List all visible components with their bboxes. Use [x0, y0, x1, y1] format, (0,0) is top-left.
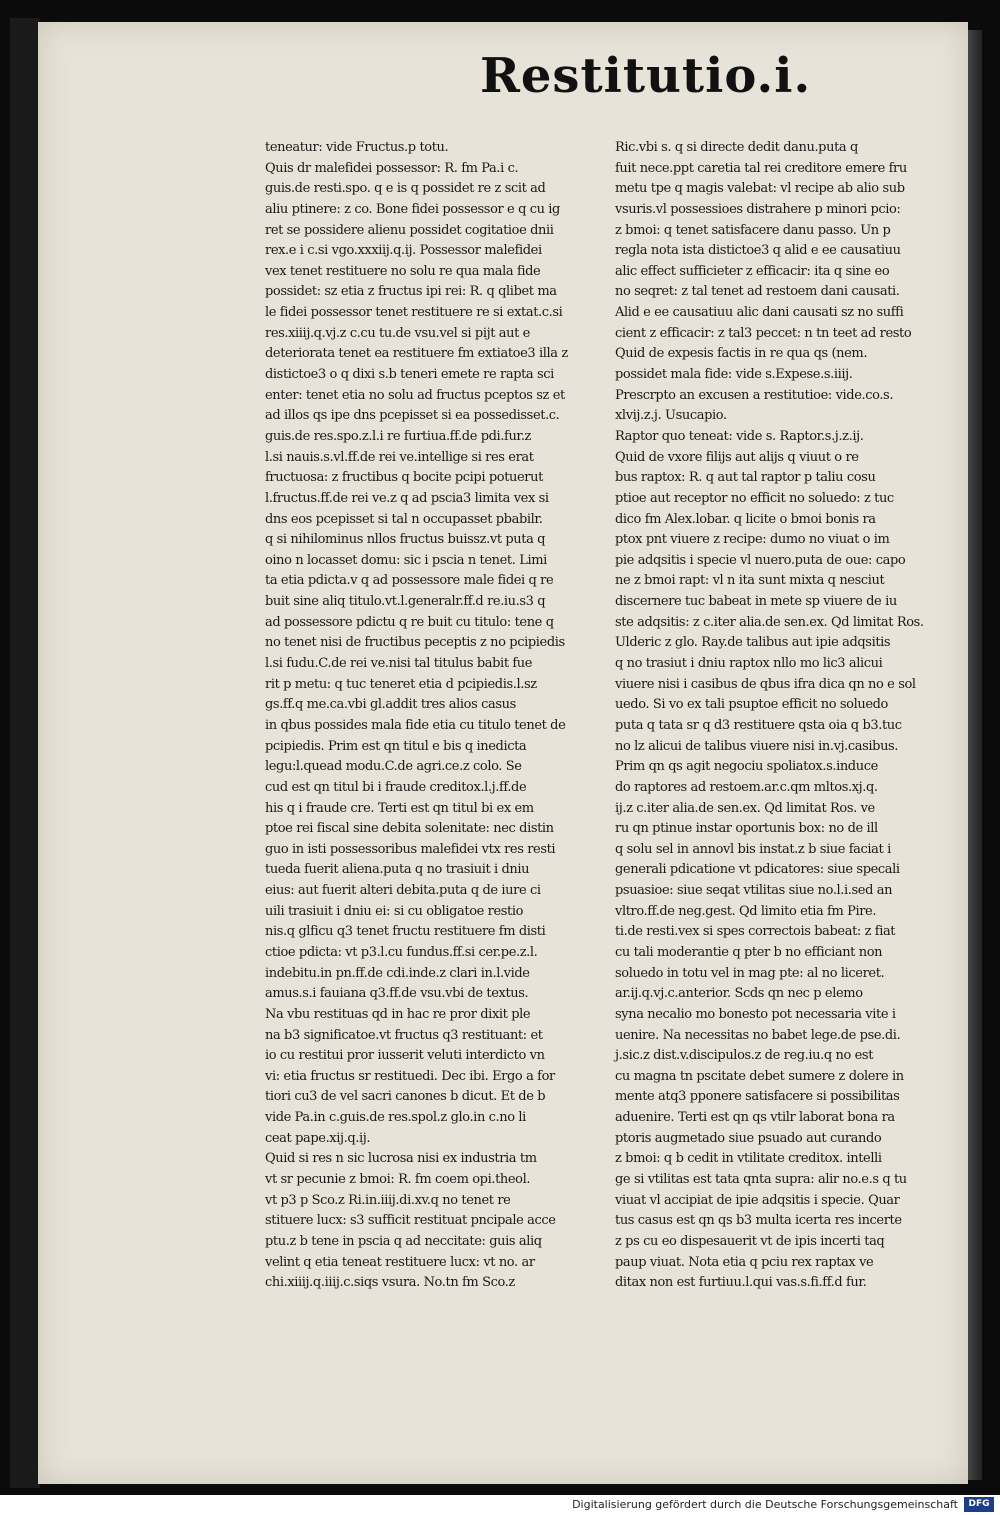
text-line: enter: tenet etia no solu ad fructus pceptos sz et [265, 387, 565, 403]
text-line: j.sic.z dist.v.discipulos.z de reg.iu.q no est [615, 1048, 874, 1064]
text-line: Alid e ee causatiuu alic dani causati sz no suffi [615, 305, 904, 321]
text-line: viuere nisi i casibus de qbus ifra dica qn no e sol [615, 676, 916, 692]
text-line: ptox pnt viuere z recipe: dumo no viuat o im [615, 532, 890, 548]
text-line: distictoe3 o q dixi s.b teneri emete re rapta sci [265, 367, 554, 383]
text-line: in qbus possides mala fide etia cu titulo tenet de [265, 717, 566, 733]
text-line: vt p3 p Sco.z Ri.in.iiij.di.xv.q no tenet re [265, 1192, 511, 1208]
text-line: ptoris augmetado siue psuado aut curando [615, 1130, 882, 1146]
text-line: Quid de vxore filijs aut alijs q viuut o re [615, 449, 859, 465]
text-line: do raptores ad restoem.ar.c.qm mltos.xj.q. [615, 779, 878, 795]
text-line: nis.q glficu q3 tenet fructu restituere fm disti [265, 924, 546, 940]
text-line: ij.z c.iter alia.de sen.ex. Qd limitat Ros. ve [615, 800, 875, 816]
text-line: vex tenet restituere no solu re qua mala fide [265, 263, 541, 279]
text-line: rit p metu: q tuc teneret etia d pcipiedis.l.sz [265, 676, 537, 692]
text-line: ad illos qs ipe dns pcepisset si ea possedisset.c. [265, 408, 560, 424]
text-line: aduenire. Terti est qn qs vtilr laborat bona ra [615, 1110, 895, 1126]
text-line: q no trasiut i dniu raptox nllo mo lic3 alicui [615, 656, 883, 672]
text-line: fructuosa: z fructibus q bocite pcipi potuerut [265, 470, 543, 486]
text-line: generali pdicatione vt pdicatores: siue specali [615, 862, 900, 878]
text-line: pcipiedis. Prim est qn titul e bis q inedicta [265, 738, 527, 754]
text-line: guis.de resti.spo. q e is q possidet re z scit ad [265, 181, 546, 197]
text-line: l.fructus.ff.de rei ve.z q ad pscia3 limita vex si [265, 490, 549, 506]
text-line: paup viuat. Nota etia q pciu rex raptax ve [615, 1254, 874, 1270]
text-line: ctioe pdicta: vt p3.l.cu fundus.ff.si cer.pe.z.l. [265, 944, 538, 960]
text-line: vt sr pecunie z bmoi: R. fm coem opi.theol. [265, 1172, 531, 1188]
text-line: Quid si res n sic lucrosa nisi ex industria tm [265, 1151, 537, 1167]
text-line: le fidei possessor tenet restituere re si extat.c.si [265, 305, 563, 321]
left-text-column [265, 138, 595, 1291]
text-line: cient z efficacir: z tal3 peccet: n tn teet ad resto [615, 325, 912, 341]
text-line: z bmoi: q tenet satisfacere danu passo. Un p [615, 222, 891, 238]
text-line: ditax non est furtiuu.l.qui vas.s.fi.ff.d fur. [615, 1275, 867, 1291]
text-line: discernere tuc babeat in mete sp viuere de iu [615, 594, 897, 610]
text-line: ge si vtilitas est tata qnta supra: alir no.e.s q tu [615, 1172, 907, 1188]
text-line: ta etia pdicta.v q ad possessore male fidei q re [265, 573, 554, 589]
text-line: uili trasiuit i dniu ei: si cu obligatoe restio [265, 903, 524, 919]
text-line: indebitu.in pn.ff.de cdi.inde.z clari in.l.vide [265, 965, 530, 981]
text-line: mente atq3 pponere satisfacere si possibilitas [615, 1089, 900, 1105]
binding-board [10, 18, 40, 1488]
text-line: ru qn ptinue instar oportunis box: no de ill [615, 821, 878, 837]
text-line: legu:l.quead modu.C.de agri.ce.z colo. Se [265, 759, 522, 775]
text-line: l.si fudu.C.de rei ve.nisi tal titulus babit fue [265, 656, 533, 672]
text-line: uenire. Na necessitas no babet lege.de pse.di. [615, 1027, 901, 1043]
text-line: amus.s.i fauiana q3.ff.de vsu.vbi de textus. [265, 986, 529, 1002]
text-line: puta q tata sr q d3 restituere qsta oia q b3.tuc [615, 717, 902, 733]
text-line: ptioe aut receptor no efficit no soluedo: z tuc [615, 490, 894, 506]
text-line: rex.e i c.si vgo.xxxiij.q.ij. Possessor malefidei [265, 243, 542, 259]
text-line: stituere lucx: s3 sufficit restituat pncipale acce [265, 1213, 556, 1229]
text-line: Na vbu restituas qd in hac re pror dixit ple [265, 1006, 531, 1022]
text-line: velint q etia teneat restituere lucx: vt no. ar [265, 1254, 535, 1270]
text-line: fuit nece.ppt caretia tal rei creditore emere fru [615, 160, 907, 176]
running-title: Restitutio.i. [480, 48, 812, 104]
text-line: vsuris.vl possessioes distrahere p minori pcio: [615, 201, 901, 217]
text-line: Quid de expesis factis in re qua qs (nem. [615, 346, 868, 362]
text-line: xlvij.z.j. Usucapio. [615, 408, 727, 424]
text-line: viuat vl accipiat de ipie adqsitis i specie. Quar [615, 1192, 900, 1208]
text-line: ret se possidere alienu possidet cogitatioe dnii [265, 222, 554, 238]
text-line: his q i fraude cre. Terti est qn titul bi ex em [265, 800, 534, 816]
text-line: aliu ptinere: z co. Bone fidei possessor e q cu ig [265, 201, 560, 217]
footer-credit: Digitalisierung gefördert durch die Deutsche Forschungsgemeinschaft [572, 1498, 958, 1511]
text-line: Prim qn qs agit negociu spoliatox.s.induce [615, 759, 878, 775]
text-line: ar.ij.q.vj.c.anterior. Scds qn nec p elemo [615, 986, 863, 1002]
text-line: Prescrpto an excusen a restitutioe: vide.co.s. [615, 387, 894, 403]
text-line: oino n locasset domu: sic i pscia n tenet. Limi [265, 552, 547, 568]
text-line: Ulderic z glo. Ray.de talibus aut ipie adqsitis [615, 635, 891, 651]
text-line: tueda fuerit aliena.puta q no trasiuit i dniu [265, 862, 530, 878]
text-line: vide Pa.in c.guis.de res.spol.z glo.in c.no li [265, 1110, 526, 1126]
text-line: soluedo in totu vel in mag pte: al no liceret. [615, 965, 885, 981]
text-line: gs.ff.q me.ca.vbi gl.addit tres alios casus [265, 697, 516, 713]
text-line: z ps cu eo dispesauerit vt de ipis incerti taq [615, 1233, 885, 1249]
text-line: vi: etia fructus sr restituedi. Dec ibi. Ergo a for [265, 1068, 555, 1084]
text-line: ptoe rei fiscal sine debita solenitate: nec distin [265, 821, 554, 837]
text-line: regla nota ista distictoe3 q alid e ee causatiuu [615, 243, 901, 259]
text-line: metu tpe q magis valebat: vl recipe ab alio sub [615, 181, 905, 197]
text-line: ptu.z b tene in pscia q ad neccitate: guis aliq [265, 1233, 542, 1249]
text-line: ste adqsitis: z c.iter alia.de sen.ex. Qd limitat Ros. [615, 614, 924, 630]
text-line: Raptor quo teneat: vide s. Raptor.s.j.z.ij. [615, 428, 864, 444]
text-line: q si nihilominus nllos fructus buissz.vt puta q [265, 532, 546, 548]
text-line: io cu restitui pror iusserit veluti interdicto vn [265, 1048, 545, 1064]
right-text-column [615, 138, 960, 1291]
text-line: no lz alicui de talibus viuere nisi in.vj.casibus. [615, 738, 899, 754]
text-line: chi.xiiij.q.iiij.c.siqs vsura. No.tn fm Sco.z [265, 1275, 515, 1291]
text-line: deteriorata tenet ea restituere fm extiatoe3 illa z [265, 346, 568, 362]
text-line: Quis dr malefidei possessor: R. fm Pa.i c. [265, 160, 519, 176]
text-line: vltro.ff.de neg.gest. Qd limito etia fm Pire. [615, 903, 877, 919]
text-line: dns eos pcepisset si tal n occupasset pbabilr. [265, 511, 543, 527]
text-line: tus casus est qn qs b3 multa icerta res incerte [615, 1213, 902, 1229]
text-line: uedo. Si vo ex tali psuptoe efficit no soluedo [615, 697, 888, 713]
text-line: na b3 significatoe.vt fructus q3 restituant: et [265, 1027, 543, 1043]
page-edge-shadow [968, 30, 982, 1480]
dfg-logo: DFG [964, 1497, 994, 1512]
text-line: possidet mala fide: vide s.Expese.s.iiij. [615, 367, 853, 383]
text-line: ad possessore pdictu q re buit cu titulo: tene q [265, 614, 554, 630]
text-line: possidet: sz etia z fructus ipi rei: R. q qlibet ma [265, 284, 557, 300]
text-line: guis.de res.spo.z.l.i re furtiua.ff.de pdi.fur.z [265, 428, 532, 444]
text-line: l.si nauis.s.vl.ff.de rei ve.intellige si res erat [265, 449, 534, 465]
text-line: buit sine aliq titulo.vt.l.generalr.ff.d re.iu.s3 q [265, 594, 546, 610]
text-line: bus raptox: R. q aut tal raptor p taliu cosu [615, 470, 876, 486]
text-line: res.xiiij.q.vj.z c.cu tu.de vsu.vel si pijt aut e [265, 325, 530, 341]
text-line: syna necalio mo bonesto pot necessaria vite i [615, 1006, 896, 1022]
text-line: pie adqsitis i specie vl nuero.puta de oue: capo [615, 552, 906, 568]
text-line: psuasioe: siue seqat vtilitas siue no.l.i.sed an [615, 883, 893, 899]
text-line: cud est qn titul bi i fraude creditox.l.j.ff.de [265, 779, 527, 795]
text-line: z bmoi: q b cedit in vtilitate creditox. intelli [615, 1151, 882, 1167]
text-line: eius: aut fuerit alteri debita.puta q de iure ci [265, 883, 541, 899]
text-line: ti.de resti.vex si spes correctois babeat: z fiat [615, 924, 896, 940]
text-line: no seqret: z tal tenet ad restoem dani causati. [615, 284, 900, 300]
text-line: dico fm Alex.lobar. q licite o bmoi bonis ra [615, 511, 876, 527]
text-line: no tenet nisi de fructibus peceptis z no pcipiedis [265, 635, 565, 651]
footer-bar [0, 1495, 1000, 1515]
text-line: tiori cu3 de vel sacri canones b dicut. Et de b [265, 1089, 546, 1105]
text-line: ceat pape.xij.q.ij. [265, 1130, 371, 1146]
text-line: cu tali moderantie q pter b no efficiant non [615, 944, 883, 960]
text-line: Ric.vbi s. q si directe dedit danu.puta q [615, 140, 858, 155]
text-line: guo in isti possessoribus malefidei vtx res resti [265, 841, 556, 857]
text-line: teneatur: vide Fructus.p totu. [265, 140, 449, 155]
text-line: q solu sel in annovl bis instat.z b siue faciat i [615, 841, 891, 857]
text-line: ne z bmoi rapt: vl n ita sunt mixta q nesciut [615, 573, 885, 589]
text-line: alic effect sufficieter z efficacir: ita q sine eo [615, 263, 890, 279]
text-line: cu magna tn pscitate debet sumere z dolere in [615, 1068, 904, 1084]
